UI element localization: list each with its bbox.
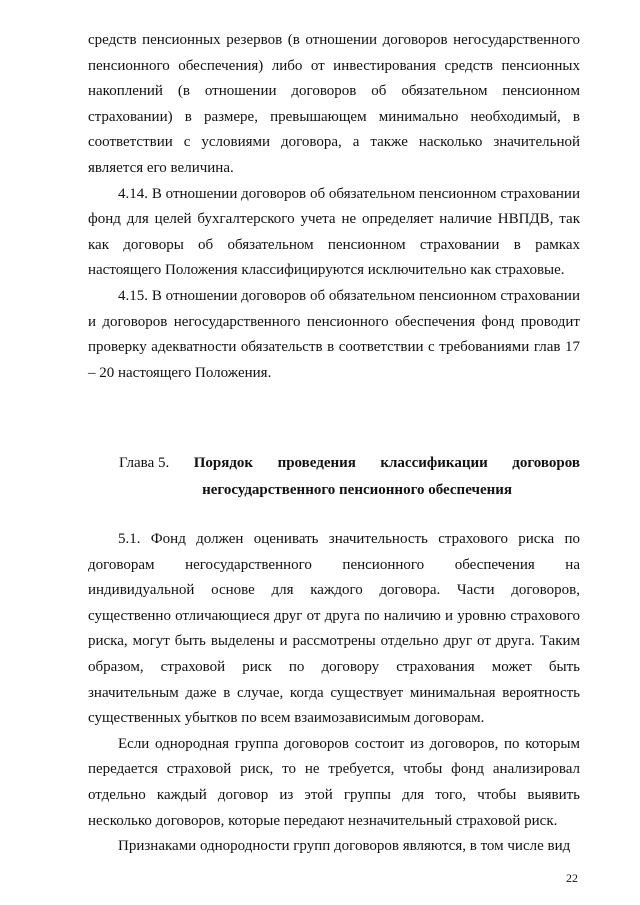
chapter-title-line2: негосударственного пенсионного обеспечения (202, 482, 512, 498)
chapter-title-word: договоров (512, 455, 580, 471)
page-number: 22 (566, 871, 578, 885)
paragraph-continuation: средств пенсионных резервов (в отношении договоров негосударственного пенсионного обеспечения) либо от инвестирования средств пенсионных накоплений (в отношении договоров об обязательном пенсионном страховании) в размере, превышающем минимально необходимый, в соответствии с условиями договора, а также насколько значительной является его величина. (88, 32, 580, 176)
paragraph-5-1: 5.1. Фонд должен оценивать значительность страхового риска по договорам негосударственного пенсионного обеспечения на индивидуальной основе для каждого договора. Части договоров, существенно отличающиеся друг от друга по наличию и уровню страхового риска, могут быть выделены и рассмотрены отдельно друг от друга. Таким образом, страховой риск по договору страхования может быть значительным даже в случае, когда существует минимальная вероятность существенных убытков по всем взаимозависимым договорам. (88, 531, 580, 727)
paragraph-signs-of-homogeneity: Признаками однородности групп договоров являются, в том числе вид (118, 838, 571, 855)
chapter-title-word: Порядок (193, 455, 254, 471)
chapter-heading (119, 450, 580, 504)
chapter-number: Глава 5. (119, 455, 170, 471)
text-block-bottom (88, 527, 580, 860)
paragraph-4-15: 4.15. В отношении договоров об обязательном пенсионном страховании и договоров негосударственного пенсионного обеспечения фонд проводит проверку адекватности обязательств в соответствии с требованиями глав 17 – 20 настоящего Положения. (88, 287, 580, 381)
paragraph-4-14: 4.14. В отношении договоров об обязательном пенсионном страховании фонд для целей бухгалтерского учета не определяет наличие НВПДВ, так как договоры об обязательном пенсионном страховании в рамках настоящего Положения классифицируются исключительно как страховые. (88, 185, 580, 279)
text-block-top (88, 28, 580, 386)
chapter-title-word: классификации (380, 455, 488, 471)
chapter-title-word: проведения (277, 455, 356, 471)
paragraph-homogeneous-group: Если однородная группа договоров состоит из договоров, по которым передается страховой риск, то не требуется, чтобы фонд анализировал отдельно каждый договор из этой группы для того, чтобы выявить несколько договоров, которые передают незначительный страховой риск. (88, 735, 580, 829)
